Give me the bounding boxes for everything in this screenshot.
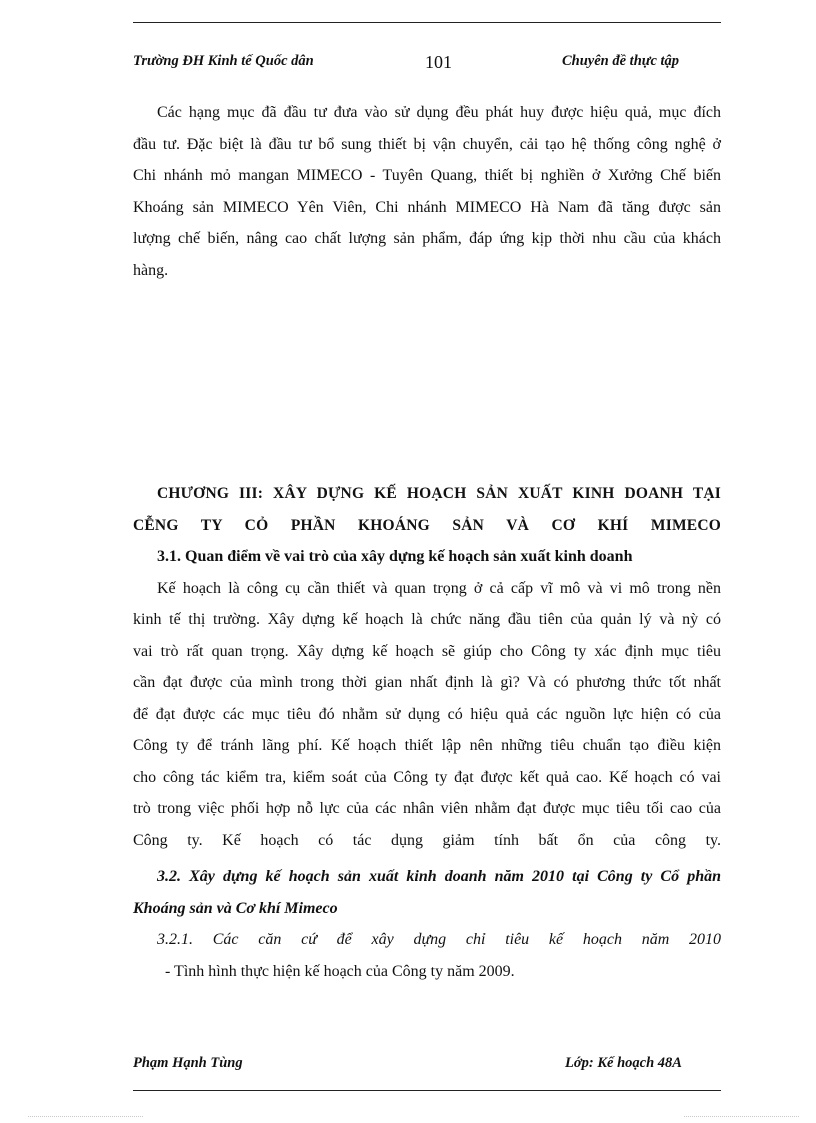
bottom-dotted-divider-right — [684, 1116, 799, 1117]
section-3-1-title: 3.1. Quan điểm về vai trò của xây dựng kế hoạch sản xuất kinh doanh — [157, 548, 633, 565]
intro-line: Chi nhánh mỏ mangan MIMECO - Tuyên Quang, thiết bị nghiền ở Xưởng Chế biến — [133, 167, 721, 184]
section-3-1-line: cần đạt được của mình trong thời gian nhất định là gì? Và có phương thức tốt nhất — [133, 674, 721, 691]
page-number: 101 — [425, 52, 452, 72]
section-3-1-line: Công ty. Kế hoạch có tác dụng giảm tính bất ổn của công ty. — [133, 831, 721, 849]
footer-bottom-rule — [133, 1090, 721, 1091]
intro-line: Khoáng sản MIMECO Yên Viên, Chi nhánh MIMECO Hà Nam đã tăng được sản — [133, 198, 721, 216]
header-doc-type: Chuyên đề thực tập — [562, 53, 680, 69]
section-3-1-line: Kế hoạch là công cụ cần thiết và quan trọng ở cả cấp vĩ mô và vi mô trong nền — [157, 579, 721, 597]
section-3-2 — [133, 861, 721, 987]
section-3-1-line: Công ty để tránh lãng phí. Kế hoạch thiết lập nên những tiêu chuẩn tạo điều kiện — [133, 737, 721, 754]
intro-line: lượng chế biến, nâng cao chất lượng sản phẩm, đáp ứng kịp thời nhu cầu của khách — [133, 230, 721, 247]
section-3-2-title-line2: Khoáng sản và Cơ khí Mimeco — [133, 899, 338, 917]
header-top-rule — [133, 22, 721, 23]
intro-paragraph — [133, 97, 721, 286]
section-3-1-line: trò trong việc phối hợp nỗ lực của các nhân viên nhằm đạt được mục tiêu tối cao của — [133, 800, 721, 817]
intro-line: đầu tư. Đặc biệt là đầu tư bổ sung thiết bị vận chuyển, cải tạo hệ thống công nghệ ở — [133, 135, 721, 153]
section-3-1-line: vai trò rất quan trọng. Xây dựng kế hoạch sẽ giúp cho Công ty xác định mục tiêu — [133, 642, 721, 660]
header-school: Trường ĐH Kinh tế Quốc dân — [133, 53, 314, 69]
bottom-dotted-divider-left — [28, 1116, 143, 1117]
chapter-heading — [133, 478, 721, 541]
section-3-1 — [133, 541, 721, 856]
section-3-1-line: kinh tế thị trường. Xây dựng kế hoạch là chức năng đầu tiên của quản lý và nỳ có — [133, 611, 721, 628]
section-3-1-line: để đạt được các mục tiêu đó nhằm sử dụng có hiệu quả các nguồn lực hiện có của — [133, 705, 721, 723]
section-3-2-1-title: 3.2.1. Các căn cứ để xây dựng chỉ tiêu kế hoạch năm 2010 — [157, 931, 721, 948]
section-3-2-title-line1: 3.2. Xây dựng kế hoạch sản xuất kinh doanh năm 2010 tại Công ty Cổ phần — [157, 868, 721, 885]
footer-author: Phạm Hạnh Tùng — [133, 1055, 243, 1071]
section-3-2-bullet: - Tình hình thực hiện kế hoạch của Công ty năm 2009. — [165, 962, 515, 980]
footer-class: Lớp: Kế hoạch 48A — [565, 1055, 682, 1071]
intro-line: Các hạng mục đã đầu tư đưa vào sử dụng đều phát huy được hiệu quả, mục đích — [157, 104, 721, 121]
chapter-heading-line2: CỄNG TY CỎ PHẦN KHOÁNG SẢN VÀ CƠ KHÍ MIMECO — [133, 516, 721, 534]
chapter-heading-line1: CHƯƠNG III: XÂY DỰNG KẾ HOẠCH SẢN XUẤT KINH DOANH TẠI — [157, 485, 721, 502]
intro-line: hàng. — [133, 261, 169, 279]
section-3-1-line: cho công tác kiểm tra, kiểm soát của Công ty đạt được kết quả cao. Kế hoạch có vai — [133, 768, 721, 786]
